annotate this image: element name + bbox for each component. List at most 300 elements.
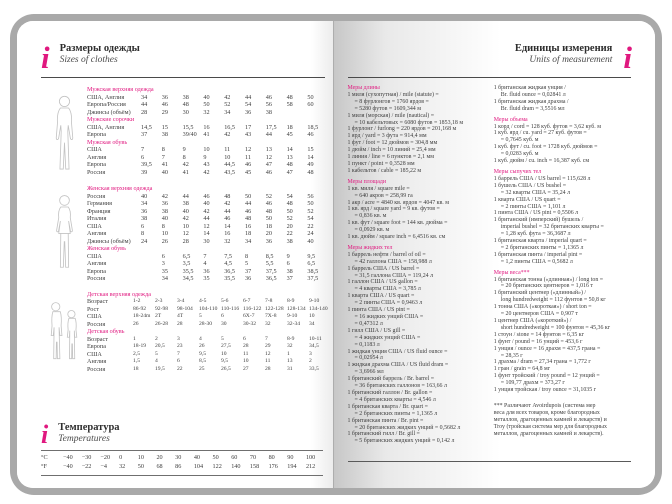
page-units-of-measurement xyxy=(334,21,656,488)
value-cell: 38 xyxy=(182,200,189,207)
left-page-header xyxy=(41,40,325,78)
value-cell: 40 xyxy=(193,454,200,461)
row-label: Англия xyxy=(87,260,107,267)
value-cell: 30 xyxy=(182,108,189,116)
units-line: 1 дюйм / inch = 10 линий = 25,4 мм xyxy=(347,147,436,154)
value-cell: 20 xyxy=(156,454,163,461)
units-line: 1 кв. фут / square foot = 144 кв. дюйма = xyxy=(347,220,448,227)
value-cell: 16 xyxy=(203,123,210,131)
value-cell: 46 xyxy=(265,168,272,176)
value-cell: 40 xyxy=(203,200,210,207)
units-line: = 1,28 куб. фута = 36,3687 л xyxy=(500,231,571,238)
value-cell: 36 xyxy=(244,108,252,116)
value-cell: 6,5 xyxy=(307,260,316,267)
divider xyxy=(348,461,632,462)
value-cell: 27,5 xyxy=(221,343,231,349)
table-row xyxy=(87,215,325,223)
value-cell: 38 xyxy=(265,108,272,116)
units-line: 1 кварта США / US quart = xyxy=(347,293,415,300)
units-line: 1 баррель США / US barrel = xyxy=(347,265,420,272)
value-cell: 38 xyxy=(182,93,189,101)
value-cell: 23 xyxy=(177,343,183,349)
units-line: 1 фунт / pound = 16 унций = 453,6 г xyxy=(493,338,583,345)
units-line: 1 линия / line = 6 пунктов = 2,1 мм xyxy=(347,154,434,161)
value-cell: 10 xyxy=(182,222,189,230)
value-cell: 50 xyxy=(212,454,219,461)
value-cell: 30 xyxy=(203,237,210,245)
units-entry xyxy=(494,318,631,332)
value-cell: 10 xyxy=(224,153,231,161)
value-cell: 3-4 xyxy=(177,298,185,304)
units-entry xyxy=(494,332,631,339)
value-cell: 17,5 xyxy=(265,123,277,131)
units-column-1 xyxy=(348,85,485,445)
value-cell: 38 xyxy=(286,237,293,245)
value-cell: 5,5 xyxy=(265,260,274,267)
value-cell: 8,5 xyxy=(265,252,274,260)
units-line: = 0,1183 л xyxy=(354,341,380,348)
value-cell: 3 xyxy=(161,260,165,267)
units-section-heading: Меры объема xyxy=(493,116,528,123)
figure-column xyxy=(41,185,87,283)
units-entry xyxy=(348,113,485,127)
page-subtitle: Units of measurement xyxy=(529,55,613,65)
table-row xyxy=(87,268,325,276)
table-row xyxy=(87,321,325,329)
value-cell: 44,5 xyxy=(224,161,236,168)
value-cell: 7X-8 xyxy=(265,313,277,319)
value-cell: −40 xyxy=(63,462,73,470)
table-row xyxy=(87,200,325,208)
value-cell: 6-7 xyxy=(243,298,251,304)
value-cell: 43 xyxy=(244,131,252,138)
table-row xyxy=(41,454,323,463)
row-label: Россия xyxy=(87,365,106,373)
units-line: 1 унция тройская / troy ounce = 31,1035 г xyxy=(493,387,597,394)
value-cell: 40 xyxy=(141,192,148,200)
units-line: = 5 британских жидких унций = 0,142 л xyxy=(354,438,455,445)
value-cell: 48 xyxy=(286,200,293,207)
units-line: 1 пункт / point = 0,3528 мм xyxy=(347,160,415,167)
value-cell: 128-134 xyxy=(287,305,306,312)
value-cell: 176 xyxy=(268,462,278,470)
value-cell: 35 xyxy=(161,267,168,275)
children-silhouette-icon xyxy=(45,296,83,362)
value-cell: 39/40 xyxy=(182,131,197,138)
value-cell: 54 xyxy=(307,215,314,222)
value-cell: 10 xyxy=(243,358,249,364)
units-column-2 xyxy=(494,85,631,445)
units-line: = 28,35 г xyxy=(500,352,523,359)
units-line: металлов, драгоценных камней и лекарств). xyxy=(493,430,604,437)
units-line: = 20 британских центнеров = 1,016 т xyxy=(500,283,593,290)
value-cell: 8-9 xyxy=(287,335,295,342)
units-entry xyxy=(348,293,485,307)
value-cell: 7 xyxy=(203,252,207,260)
units-entry xyxy=(348,328,485,349)
units-section-heading: Меры веса*** xyxy=(493,269,530,276)
value-cell: 104 xyxy=(193,462,204,470)
value-cell: 44 xyxy=(224,207,231,215)
units-line: = 640 акров = 258,99 га xyxy=(354,192,413,199)
value-cell: 36 xyxy=(141,207,148,215)
value-cell: 47 xyxy=(265,161,272,168)
row-label: США xyxy=(87,313,102,320)
value-cell: 42 xyxy=(182,215,189,222)
value-cell: 10-11 xyxy=(309,335,322,342)
value-cell: 41 xyxy=(161,161,168,168)
units-line: = 31,5 галлона США = 119,24 л xyxy=(354,272,434,279)
value-cell: 22 xyxy=(286,230,293,237)
value-cell: 19,5 xyxy=(155,365,165,372)
value-cell: 6 xyxy=(141,153,145,161)
value-cell: 30-32 xyxy=(243,320,257,327)
units-line: = 5280 футов = 1609,344 м xyxy=(354,105,421,112)
units-line: 1 кабельтов / cable = 185,22 м xyxy=(347,167,422,174)
units-entry xyxy=(348,376,485,390)
value-cell: 43,5 xyxy=(224,168,236,176)
units-line: 1 британская тонна («длинная») / long ton = xyxy=(493,276,604,283)
row-label: Англия xyxy=(87,153,107,161)
units-entry xyxy=(348,266,485,280)
value-cell: 41 xyxy=(182,168,189,176)
value-cell: 1 xyxy=(287,350,290,357)
table-row xyxy=(41,463,323,472)
units-entry xyxy=(348,252,485,266)
woman-silhouette-icon xyxy=(48,190,81,276)
units-line: металлов, драгоценных камней и лекарств) и xyxy=(493,416,607,423)
units-entry xyxy=(348,431,485,445)
value-cell: 4-5 xyxy=(199,298,207,304)
kids-size-table xyxy=(87,290,328,374)
value-cell: 42 xyxy=(182,161,189,168)
value-cell: 24 xyxy=(307,230,314,237)
size-group-heading: Женская верхняя одежда xyxy=(87,185,153,192)
value-cell: 5 xyxy=(221,335,224,342)
value-cell: 36 xyxy=(161,200,168,207)
units-line: 1 корд / cord = 128 куб. футов = 3,62 куб. м xyxy=(493,123,601,130)
units-line: = 2 британских пинты = 1,1365 л xyxy=(354,410,438,417)
value-cell: 33,5 xyxy=(309,365,319,372)
units-line: short hundredweight = 100 фунтов = 45,36 кг xyxy=(500,324,611,331)
value-cell: 12 xyxy=(265,350,271,357)
value-cell: 5 xyxy=(199,313,202,319)
units-line: 1 пинта США / US pint = xyxy=(347,307,410,314)
units-line: 1 британская кварта / imperial quart = xyxy=(493,238,587,245)
value-cell: 46 xyxy=(203,192,210,200)
row-label: Возраст xyxy=(87,298,108,305)
value-cell: 20 xyxy=(265,230,272,237)
table-row xyxy=(87,208,325,216)
value-cell: 40 xyxy=(203,93,210,101)
value-cell: 5-6 xyxy=(221,298,229,304)
value-cell: 50 xyxy=(286,207,293,215)
value-cell: 1,5 xyxy=(133,358,140,364)
value-cell: 4 xyxy=(199,335,202,342)
value-cell: 104-110 xyxy=(199,305,218,312)
value-cell: 34 xyxy=(141,93,148,101)
units-line: imperial bushel = 32 британских кварты = xyxy=(500,224,604,231)
temperature-table xyxy=(41,450,323,476)
value-cell: 44 xyxy=(141,101,148,108)
units-entry xyxy=(348,147,485,154)
value-cell: 7-8 xyxy=(265,298,273,304)
value-cell: 92-98 xyxy=(155,305,169,312)
value-cell: 45 xyxy=(286,131,293,138)
units-entry xyxy=(348,161,485,168)
units-line: = 8 фурлонгов = 1760 ярдов = xyxy=(354,98,429,105)
value-cell: 9-10 xyxy=(309,298,320,304)
value-cell: 50 xyxy=(244,192,252,200)
units-line: веса для всех товаров, кроме благородных xyxy=(493,409,600,416)
units-entry xyxy=(494,359,631,366)
value-cell: 56 xyxy=(307,192,314,200)
value-cell: −22 xyxy=(81,462,92,470)
size-group-heading: Мужские сорочки xyxy=(87,116,135,123)
value-cell: 15 xyxy=(161,123,168,131)
value-cell: 16 xyxy=(224,230,231,237)
value-cell: 1-2 xyxy=(133,298,141,304)
value-cell: 2T xyxy=(155,313,162,319)
units-line: 1 ярд / yard = 3 фута = 914,4 мм xyxy=(347,133,427,140)
value-cell: 17 xyxy=(244,123,252,131)
value-cell: 18 xyxy=(133,365,139,372)
units-entry xyxy=(348,279,485,293)
units-entry xyxy=(494,183,631,197)
units-line: 1 галлон США / US gallon = xyxy=(347,279,418,286)
row-label: °C xyxy=(41,454,48,461)
value-cell: 38 xyxy=(161,131,168,138)
value-cell: 60 xyxy=(231,454,238,461)
value-cell: 44 xyxy=(244,200,252,207)
value-cell: 40 xyxy=(182,207,189,215)
units-line: 1 куб. дюйм / cu. inch = 16,387 куб. см xyxy=(493,158,590,165)
value-cell: 7,5 xyxy=(224,252,232,260)
table-row xyxy=(87,313,325,321)
units-line: 1 куб. фут / cu. foot = 1728 куб. дюймов = xyxy=(493,144,598,151)
row-label: Возраст xyxy=(87,335,108,343)
mens-sizes-section xyxy=(41,86,325,177)
units-entry xyxy=(494,339,631,346)
table-row xyxy=(87,101,325,109)
units-entry xyxy=(494,85,631,99)
units-line: 1 британская пинта / Br. pint = xyxy=(347,417,424,424)
info-icon: i xyxy=(41,40,49,75)
value-cell: 18,5 xyxy=(307,123,319,131)
value-cell: 8,5 xyxy=(199,358,206,364)
info-icon: i xyxy=(41,420,48,449)
value-cell: 86-92 xyxy=(133,305,147,312)
value-cell: 20,5 xyxy=(155,343,165,349)
value-cell: 10 xyxy=(309,313,315,319)
value-cell: 60 xyxy=(307,101,314,108)
value-cell: 58 xyxy=(286,101,293,108)
value-cell: 3 xyxy=(177,335,180,342)
units-entry xyxy=(494,217,631,238)
table-row xyxy=(87,193,325,201)
value-cell: 0 xyxy=(119,454,123,461)
value-cell: 13 xyxy=(265,146,272,153)
value-cell: 48 xyxy=(224,192,231,200)
units-section-heading: Меры жидких тел xyxy=(347,244,393,251)
table-row xyxy=(87,260,325,268)
table-row xyxy=(87,109,325,117)
value-cell: 37 xyxy=(286,275,293,282)
info-icon: i xyxy=(623,40,631,75)
value-cell: 37,5 xyxy=(307,275,319,282)
units-line: 1 баррель нефти / barrel of oil = xyxy=(347,251,426,258)
value-cell: 6 xyxy=(161,252,165,260)
value-cell: 54 xyxy=(244,101,252,108)
value-cell: 116-122 xyxy=(243,305,262,312)
value-cell: 35 xyxy=(203,275,210,282)
value-cell: 5 xyxy=(244,260,249,267)
row-label: Европа xyxy=(87,161,106,168)
value-cell: 10 xyxy=(137,454,144,461)
value-cell: 110-116 xyxy=(221,305,240,312)
value-cell: 28 xyxy=(177,320,183,327)
book-spread xyxy=(17,21,655,488)
units-entry xyxy=(348,404,485,418)
units-line: *** Различают Avoirdupois (система мер xyxy=(493,402,596,409)
units-entry xyxy=(348,92,485,113)
units-entry xyxy=(348,390,485,404)
table-row xyxy=(87,169,325,177)
row-label: Англия xyxy=(87,230,107,237)
value-cell: 122-128 xyxy=(265,305,284,312)
units-entry xyxy=(348,362,485,376)
units-line: = 4 жидких унций США = xyxy=(354,334,421,341)
value-cell: 16 xyxy=(244,222,252,230)
value-cell: 4T xyxy=(177,313,184,319)
temperature-title: Температура xyxy=(58,422,120,433)
value-cell: 44 xyxy=(203,215,210,222)
size-group-heading: Детская обувь xyxy=(87,328,125,335)
temperature-subtitle: Temperatures xyxy=(58,434,110,444)
units-line: 1 британский баррель / Br. barrel = xyxy=(347,376,435,383)
value-cell: 212 xyxy=(305,462,316,470)
value-cell: 48 xyxy=(265,207,272,215)
value-cell: 3 xyxy=(309,350,312,357)
value-cell: 40 xyxy=(161,215,168,222)
value-cell: −30 xyxy=(81,454,92,461)
value-cell: 49 xyxy=(307,161,314,168)
units-entry xyxy=(494,130,631,144)
value-cell: 6,5 xyxy=(182,252,191,260)
value-cell: 30 xyxy=(175,454,182,461)
value-cell: 11 xyxy=(265,358,271,364)
row-label: Рост xyxy=(87,305,99,313)
row-label: США xyxy=(87,350,102,358)
units-entry xyxy=(348,206,485,220)
value-cell: 50 xyxy=(265,215,272,222)
value-cell: 38,5 xyxy=(307,267,319,275)
units-line: = 0,7645 куб. м xyxy=(500,137,539,144)
value-cell: 46 xyxy=(161,101,168,108)
units-line: 1 гилл США / US gill = xyxy=(347,327,406,334)
units-line: 1 кв. дюйм / square inch = 6,4516 кв. см xyxy=(347,234,446,241)
units-entry xyxy=(348,418,485,432)
value-cell: 9 xyxy=(286,252,290,260)
value-cell: 7 xyxy=(177,350,180,357)
table-row xyxy=(87,305,328,314)
man-silhouette-icon xyxy=(48,91,81,177)
value-cell: 52 xyxy=(224,101,231,108)
row-label: Франция xyxy=(87,207,111,215)
units-line: 1 британский гилл / Br. gill = xyxy=(347,431,420,438)
value-cell: 38 xyxy=(161,207,168,215)
value-cell: 70 xyxy=(249,454,257,461)
units-line: = 36 британских галлонов = 163,66 л xyxy=(354,383,447,390)
value-cell: 2,5 xyxy=(133,350,140,357)
value-cell: 14 xyxy=(307,153,314,161)
units-line: 1 гран / grain = 64,8 мг xyxy=(493,366,551,373)
units-line: 1 британская кварта / Br. quart = xyxy=(347,403,428,410)
value-cell: 28 xyxy=(265,365,271,372)
value-cell: 50 xyxy=(137,462,144,470)
value-cell: 42 xyxy=(203,168,210,176)
table-row xyxy=(87,146,325,154)
womens-sizes-section xyxy=(41,185,325,283)
table-row xyxy=(87,366,325,374)
value-cell: 18 xyxy=(244,230,252,237)
value-cell: 52 xyxy=(265,192,272,200)
units-line: 1 кв. миля / square mile = xyxy=(347,185,410,192)
value-cell: 15,5 xyxy=(182,123,194,131)
temperature-header xyxy=(41,420,323,449)
units-line: 1 миля (сухопутная) / mile (statute) = xyxy=(347,91,439,98)
value-cell: 9 xyxy=(203,153,207,161)
value-cell: −40 xyxy=(63,454,73,461)
value-cell: 80 xyxy=(268,454,275,461)
units-line: 1 бушель США / US bushel = xyxy=(493,182,567,189)
value-cell: 52 xyxy=(307,207,314,215)
value-cell: 26 xyxy=(133,320,139,327)
value-cell: 42 xyxy=(224,131,231,138)
value-cell: 48 xyxy=(286,161,293,168)
units-section-heading: Меры площади xyxy=(347,178,386,185)
units-columns xyxy=(348,85,632,445)
row-label: США, Англия xyxy=(87,123,125,131)
row-label: Россия xyxy=(87,168,106,176)
units-entry xyxy=(348,220,485,234)
value-cell: 44 xyxy=(244,93,252,101)
kids-sizes-section xyxy=(41,290,328,374)
value-cell: 44 xyxy=(182,192,189,200)
units-entry xyxy=(494,99,631,113)
value-cell: 48 xyxy=(244,215,252,222)
row-label: Джинсы (объём) xyxy=(87,108,131,116)
value-cell: 25 xyxy=(199,365,205,372)
units-entry xyxy=(494,176,631,183)
value-cell: 1 xyxy=(133,335,136,342)
units-entry xyxy=(348,154,485,161)
value-cell: 50 xyxy=(307,200,314,207)
value-cell: 56 xyxy=(265,101,272,108)
value-cell: 34 xyxy=(141,200,148,207)
value-cell: 9,5 xyxy=(221,358,228,364)
row-label: Россия xyxy=(87,192,106,200)
value-cell: 11 xyxy=(224,146,231,153)
value-cell: 8 xyxy=(141,230,145,237)
value-cell: 26,5 xyxy=(221,365,231,372)
table-row xyxy=(87,94,325,102)
value-cell: 28 xyxy=(182,237,189,245)
value-cell: 10 xyxy=(161,230,168,237)
value-cell: 26-28 xyxy=(155,320,169,327)
value-cell: 18-19 xyxy=(133,343,147,349)
units-line: = 16 жидких унций США = xyxy=(354,314,424,320)
